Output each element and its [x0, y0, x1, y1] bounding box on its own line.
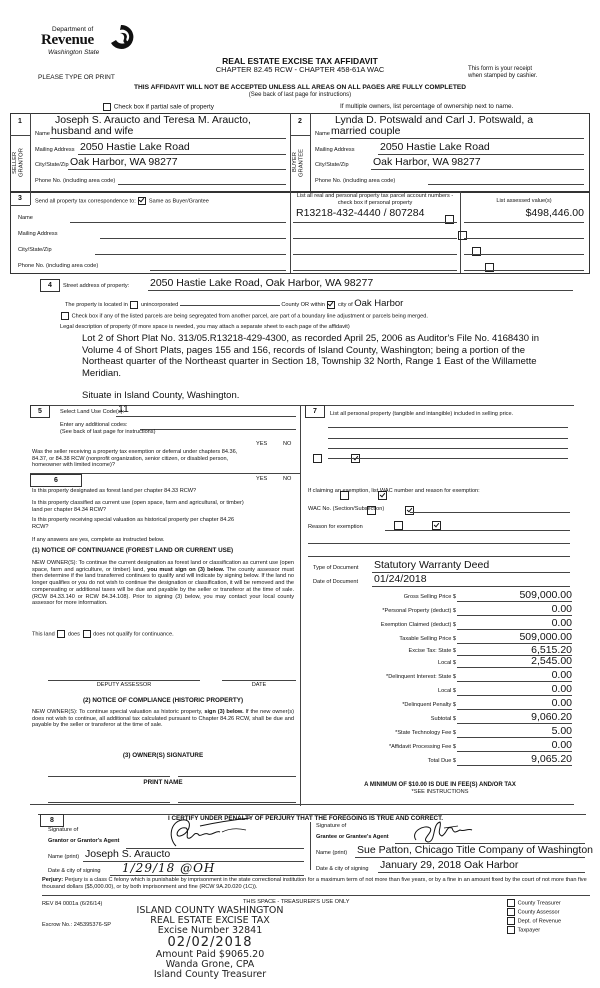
section-2-number: 2: [298, 118, 302, 125]
stamp-county: ISLAND COUNTY WASHINGTON: [136, 905, 284, 916]
notice2-title: (2) NOTICE OF COMPLIANCE (HISTORIC PROPERTY): [82, 697, 244, 704]
section-3-number: 3: [18, 195, 22, 202]
notice1-text: NEW OWNER(S): To continue the current designation as forest land or classification as current use (open space, farm and agriculture, or timber) land, you must sign on (3) below. The county assessor must then determine if the land transferred continues to qualify and will indicate by signing below. If the land no longer qualifies or you do not wish to continue the designation or classification, it will be removed and the compensating or additional taxes will be due and payable by the seller or transferor at the time of sale. (RCW 84.33.140 or RCW 84.34.108). Prior to signing (3) below, you may contact your local county assessor for more information.: [32, 560, 294, 607]
stamp-date: 02/02/2018: [167, 935, 253, 950]
delinquent-interest-local-field[interactable]: 0.00: [551, 683, 572, 695]
seller-grantor-label: SELLER GRANTOR: [12, 148, 25, 177]
please-type-text: PLEASE TYPE OR PRINT: [38, 74, 115, 81]
personal-property-label: List all personal property (tangible and intangible) included in selling price.: [330, 411, 514, 417]
form-number: REV 84 0001a (6/26/14): [42, 901, 103, 907]
buyer-grantee-label: BUYER GRANTEE: [292, 148, 305, 177]
minimum-due-note: A MINIMUM OF $10.00 IS DUE IN FEE(S) AND/OR TAX: [364, 782, 516, 788]
form-subtitle: CHAPTER 82.45 RCW - CHAPTER 458-61A WAC: [215, 65, 385, 74]
dor-swirl-icon: [108, 24, 134, 50]
same-as-buyer-label: Same as Buyer/Grantee: [148, 198, 209, 205]
street-address-field[interactable]: 2050 Hastie Lake Road, Oak Harbor, WA 98277: [150, 277, 374, 289]
print-name-title: PRINT NAME: [143, 779, 183, 786]
subtotal-field[interactable]: 9,060.20: [531, 711, 572, 723]
logo-dept-text: Department of: [52, 26, 94, 33]
seller-phone-field[interactable]: [118, 176, 286, 185]
grantee-signature[interactable]: [410, 818, 490, 844]
buyer-name-line1: Lynda D. Potswald and Carl J. Potswald, a: [335, 114, 534, 126]
copy-county-treasurer[interactable]: County Treasurer: [506, 899, 561, 908]
see-instructions-note: *SEE INSTRUCTIONS: [411, 789, 469, 795]
grantee-sig-label-2: Grantee or Grantee's Agent: [316, 834, 389, 840]
assessed-header: List assessed value(s): [496, 198, 552, 204]
perjury-note: Perjury: Perjury is a class C felony which is punishable by imprisonment in the state correctional institution for a maximum term of not more than five years, or by a fine in an amount fixed by the court of not more than five thousand dollars ($5,000.00), or by both imprisonment and fine (RCW 9A.20.020 (1C)).: [42, 877, 587, 890]
deputy-assessor-label: DEPUTY ASSESSOR: [96, 682, 152, 688]
wac-field[interactable]: [410, 504, 570, 513]
receipt-note-2: when stamped by cashier.: [468, 73, 538, 79]
warning-text: THIS AFFIDAVIT WILL NOT BE ACCEPTED UNLESS ALL AREAS ON ALL PAGES ARE FULLY COMPLETED: [133, 84, 467, 91]
tax-phone-label: Phone No. (including area code): [18, 263, 99, 269]
delinquent-penalty-field[interactable]: 0.00: [551, 697, 572, 709]
stamp-treasurer-name: Wanda Grone, CPA: [165, 959, 255, 970]
copy-county-assessor[interactable]: County Assessor: [506, 908, 561, 917]
located-prefix: The property is located in: [65, 302, 128, 308]
stamp-excise-number: Excise Number 32841: [157, 925, 263, 936]
parcel-account-0[interactable]: R13218-432-4440 / 807284: [296, 207, 425, 219]
grantee-date-label: Date & city of signing: [316, 866, 369, 872]
same-as-buyer-checkbox[interactable]: [138, 197, 146, 205]
personal-property-line-4[interactable]: [328, 458, 568, 459]
exemption-claimed-row: Exemption Claimed (deduct) $ 0.00: [380, 617, 572, 629]
situate-text: Situate in Island County, Washington.: [82, 390, 240, 401]
copy-distribution: [506, 899, 561, 935]
notice2-text: NEW OWNER(S): To continue special valuation as historic property, sign (3) below. If the new owner(s) does not wish to continue, all additional tax calculated pursuant to Chapter 84.26 RCW, shall be due and payable by the seller or transferor at the time of sale.: [32, 709, 295, 729]
grantor-date-label: Date & city of signing: [48, 868, 101, 874]
grantee-sig-label-1: Signature of: [316, 823, 347, 829]
excise-tax-local-field[interactable]: 2,545.00: [531, 655, 572, 667]
state-technology-fee-row: *State Technology Fee $ 5.00: [395, 725, 572, 737]
section5-no-header: NO: [283, 441, 292, 447]
owner-signature-line-2[interactable]: [178, 776, 296, 777]
seller-name-line2[interactable]: husband and wife: [51, 125, 134, 137]
legal-description-label: Legal description of property (if more space is needed, you may attach a separate sheet to each page of the affidavit): [60, 324, 350, 330]
total-due-field[interactable]: 9,065.20: [531, 753, 572, 765]
taxable-selling-price-row: Taxable Selling Price $ 509,000.00: [399, 631, 572, 643]
segregated-label: Check box if any of the listed parcels are being segregated from another parcel, are part of a boundary line adjustment or parcels being merged.: [71, 313, 428, 320]
buyer-city-label: City/State/Zip: [315, 162, 349, 168]
multiple-owners-note: If multiple owners, list percentage of ownership next to name.: [340, 103, 514, 110]
section-4-number: 4: [40, 279, 60, 292]
owner-signature-title: (3) OWNER(S) SIGNATURE: [122, 752, 204, 759]
delinquent-interest-state-field[interactable]: 0.00: [551, 669, 572, 681]
excise-tax-state-field[interactable]: 6,515.20: [531, 644, 572, 656]
affidavit-processing-fee-field[interactable]: 0.00: [551, 739, 572, 751]
exemption-yes-checkbox[interactable]: [313, 454, 322, 463]
gross-selling-price-row: Gross Selling Price $ 509,000.00: [403, 589, 572, 601]
partial-sale-checkbox[interactable]: [103, 103, 111, 111]
doc-type-label: Type of Document: [313, 565, 359, 571]
seller-name-label: Name: [35, 131, 50, 137]
stamp-treasurer-title: Island County Treasurer: [153, 969, 267, 980]
gross-selling-price-field[interactable]: 509,000.00: [519, 589, 572, 601]
section-8-number: 8: [40, 814, 64, 827]
county-or-label: County OR within: [281, 302, 325, 308]
county-field[interactable]: [180, 299, 280, 306]
partial-sale-option[interactable]: [102, 103, 214, 111]
send-correspondence-label: Send all property tax correspondence to:: [35, 198, 136, 205]
segregated-option[interactable]: [60, 312, 428, 320]
parcel-header: List all real and personal property tax parcel account numbers - check box if personal property: [296, 193, 454, 206]
grantor-signature[interactable]: [160, 816, 260, 850]
section-1-number: 1: [18, 118, 22, 125]
delinquent-interest-state-row: *Delinquent Interest: State $ 0.00: [386, 669, 572, 681]
grantor-date-field[interactable]: 1/29/18 @OH: [122, 861, 216, 875]
city-of-field[interactable]: Oak Harbor: [354, 298, 404, 309]
if-yes-text: If any answers are yes, complete as instructed below.: [32, 537, 165, 543]
current-use-question: Is this property classified as current use (open space, farm and agricultural, or timber) land per chapter 84.34 RCW?: [32, 500, 244, 513]
treasurer-use-only: THIS SPACE - TREASURER'S USE ONLY: [243, 899, 350, 905]
copy-dept-revenue[interactable]: Dept. of Revenue: [506, 917, 561, 926]
section6-no-header: NO: [283, 476, 292, 482]
exemption-claimed-field[interactable]: 0.00: [551, 617, 572, 629]
grantor-sig-label-2: Grantor or Grantor's Agent: [48, 838, 120, 844]
doc-date-field[interactable]: 01/24/2018: [374, 573, 427, 585]
doc-date-label: Date of Document: [313, 579, 359, 585]
buyer-mailing-field[interactable]: 2050 Hastie Lake Road: [380, 141, 490, 153]
partial-sale-label: Check box if partial sale of property: [113, 103, 214, 111]
dor-logo: [38, 26, 138, 66]
seller-name-line1: Joseph S. Araucto and Teresa M. Araucto,: [55, 114, 251, 126]
notice1-title: (1) NOTICE OF CONTINUANCE (FOREST LAND OR CURRENT USE): [32, 547, 234, 554]
unincorporated-label: unincorporated: [140, 302, 179, 308]
buyer-name-line2[interactable]: married couple: [331, 125, 401, 137]
excise-tax-local-row: Local $ 2,545.00: [437, 655, 572, 667]
buyer-phone-label: Phone No. (including area code): [315, 178, 396, 184]
assessor-date-line[interactable]: [222, 680, 296, 681]
reason-field[interactable]: [385, 522, 570, 531]
additional-codes-label: Enter any additional codes:: [60, 422, 128, 428]
delinquent-penalty-row: *Delinquent Penalty $ 0.00: [402, 697, 572, 709]
escrow-number: Escrow No.: 245395376-SP: [42, 922, 112, 928]
financials: [300, 589, 580, 767]
see-back-text: (See back of last page for instructions): [248, 92, 352, 98]
forest-question: Is this property designated as forest land per chapter 84.33 RCW?: [32, 488, 197, 494]
copy-taxpayer[interactable]: Taxpayer: [506, 926, 561, 935]
land-use-label: Select Land Use Code(s):: [60, 409, 125, 415]
section-5-number: 5: [30, 405, 50, 418]
subtotal-row: Subtotal $ 9,060.20: [430, 711, 572, 723]
continuance-row: This land does does not qualify for continuance.: [32, 631, 174, 638]
tax-city-label: City/State/Zip: [18, 247, 52, 253]
legal-description-text[interactable]: Lot 2 of Short Plat No. 313/05.R13218-429-4300, as recorded April 25, 2006 as Auditor's File No. 4168430 in Volume 4 of Short Plats, pages 155 and 156, records of Island County, Washington; being a portion of the Northeast quarter of the Northeast quarter in Section 18, Township 32 North, Range 1 East of the Willamette Meridian.: [82, 333, 540, 379]
print-name-line-1[interactable]: [48, 802, 170, 803]
seller-city-field[interactable]: Oak Harbor, WA 98277: [70, 156, 178, 168]
stamp-tax: REAL ESTATE EXCISE TAX: [150, 915, 270, 926]
tax-mailing-label: Mailing Address: [18, 231, 58, 237]
property-location-row: [65, 298, 403, 309]
stamp-amount-paid: Amount Paid $9065.20: [155, 949, 265, 960]
receipt-note-1: This form is your receipt: [468, 66, 533, 72]
seller-phone-label: Phone No. (including area code): [35, 178, 116, 184]
form-title: REAL ESTATE EXCISE TAX AFFIDAVIT: [222, 56, 378, 66]
reason-label: Reason for exemption: [308, 524, 363, 530]
personal-property-line-3[interactable]: [328, 448, 568, 449]
assessor-date-label: DATE: [251, 682, 267, 688]
print-name-line-2[interactable]: [178, 802, 296, 803]
unincorporated-checkbox[interactable]: [130, 301, 138, 309]
section-6-number: 6: [30, 474, 82, 487]
section5-yes-header: YES: [256, 441, 268, 447]
seller-city-label: City/State/Zip: [35, 162, 69, 168]
buyer-phone-field[interactable]: [428, 176, 584, 185]
grantor-sig-label-1: Signature of: [48, 827, 79, 833]
personal-property-deduct-row: *Personal Property (deduct) $ 0.00: [382, 603, 572, 615]
segregated-checkbox[interactable]: [61, 312, 69, 320]
buyer-mailing-label: Mailing Address: [315, 147, 355, 153]
grantee-date-field[interactable]: January 29, 2018 Oak Harbor: [380, 859, 519, 871]
wac-label: WAC No. (Section/Subsection): [308, 506, 385, 512]
total-due-row: Total Due $ 9,065.20: [427, 753, 572, 765]
delinquent-interest-local-row: Local $ 0.00: [437, 683, 572, 695]
section5-see-back: (See back of last page for instructions): [60, 429, 156, 435]
street-address-label: Street address of property:: [63, 283, 130, 289]
section6-yes-header: YES: [256, 476, 268, 482]
exemption-question: Was the seller receiving a property tax exemption or deferral under chapters 84.36, 84.37, or 84.38 RCW (nonprofit organization, senior citizen, or disabled person, homeowner with limited income)?: [32, 449, 238, 469]
seller-mailing-label: Mailing Address: [35, 147, 75, 153]
parcel-value-0[interactable]: $498,446.00: [525, 207, 584, 219]
send-correspondence-option[interactable]: [35, 197, 209, 205]
certify-text: I CERTIFY UNDER PENALTY OF PERJURY THAT THE FOREGOING IS TRUE AND CORRECT.: [168, 815, 443, 822]
taxable-selling-price-field[interactable]: 509,000.00: [519, 631, 572, 643]
section-7-number: 7: [305, 405, 325, 418]
treasurer-stamp: [110, 906, 310, 980]
state-technology-fee-field[interactable]: 5.00: [551, 725, 572, 737]
affidavit-processing-fee-row: *Affidavit Processing Fee $ 0.00: [388, 739, 572, 751]
grantor-name-label: Name (print): [48, 854, 80, 860]
excise-tax-state-row: Excise Tax: State $ 6,515.20: [408, 644, 572, 656]
grantee-name-label: Name (print): [316, 850, 348, 856]
does-qualify-checkbox[interactable]: [57, 630, 65, 638]
does-not-qualify-checkbox[interactable]: [83, 630, 91, 638]
deputy-assessor-line[interactable]: [48, 680, 200, 681]
grantee-name-field[interactable]: Sue Patton, Chicago Title Company of Washington: [357, 844, 593, 856]
owner-signature-line-1[interactable]: [48, 776, 170, 777]
buyer-name-label: Name: [315, 131, 330, 137]
personal-property-line-2[interactable]: [328, 438, 568, 439]
land-use-field[interactable]: 11: [118, 403, 129, 415]
exemption-intro: If claiming an exemption, list WAC number and reason for exemption:: [308, 488, 480, 494]
city-of-label: city of: [338, 302, 353, 308]
buyer-city-field[interactable]: Oak Harbor, WA 98277: [373, 156, 481, 168]
tax-name-label: Name: [18, 215, 33, 221]
city-checkbox[interactable]: [327, 301, 335, 309]
historic-question: Is this property receiving special valuation as historical property per chapter 84.26 RCW?: [32, 517, 235, 530]
logo-revenue-text: Revenue: [41, 32, 94, 48]
personal-property-line-1[interactable]: [328, 427, 568, 428]
personal-property-deduct-field[interactable]: 0.00: [551, 603, 572, 615]
logo-state-text: Washington State: [48, 49, 100, 56]
grantor-name-field[interactable]: Joseph S. Araucto: [85, 848, 171, 860]
doc-type-field[interactable]: Statutory Warranty Deed: [374, 559, 490, 571]
seller-mailing-field[interactable]: 2050 Hastie Lake Road: [80, 141, 190, 153]
